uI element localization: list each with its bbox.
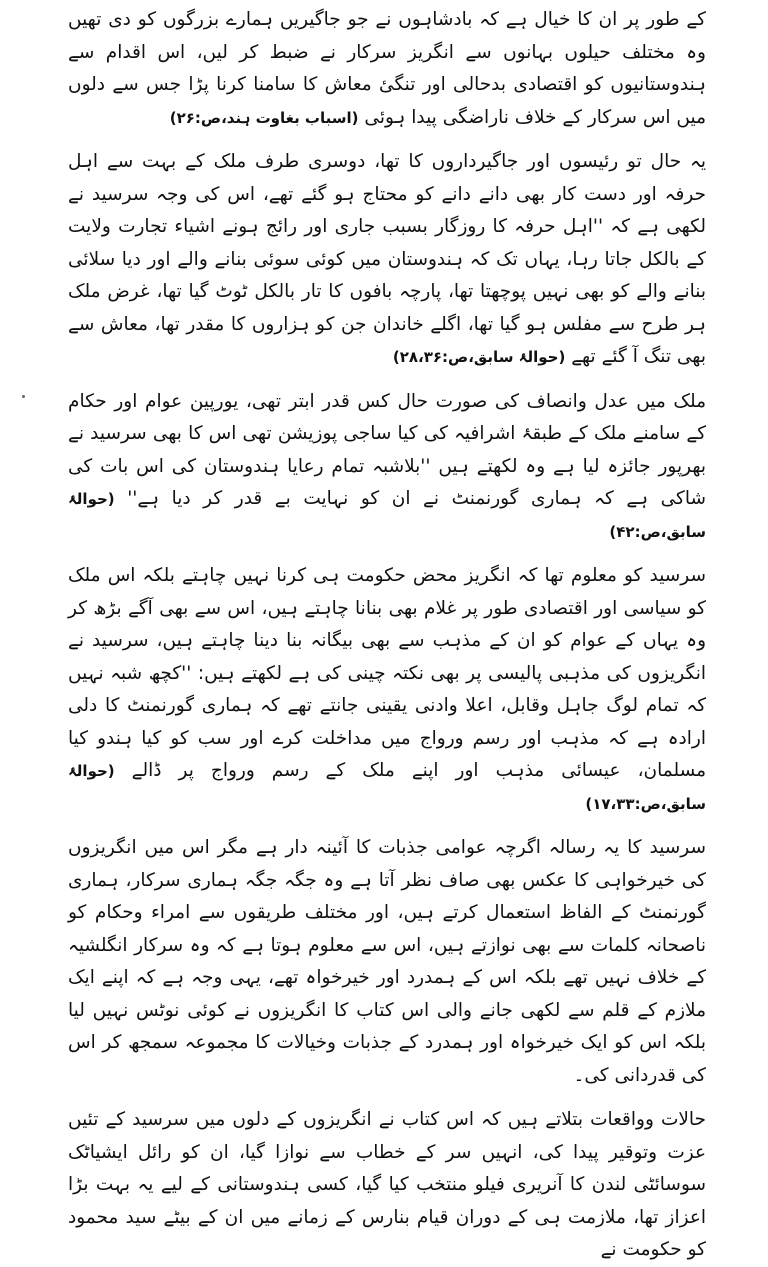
paragraph-text: کے طور پر ان کا خیال ہے کہ بادشاہوں نے جو جاگیریں ہمارے بزرگوں کو دی تھیں وہ مختلف حیلوں بہانوں سے انگریز سرکار نے ضبط کر لیں، اس اقدام سے ہندوستانیوں کو اقتصادی بدحالی اور تنگیٔ معاش کا سامنا کرنا پڑا جس سے دلوں میں اس سرکار کے خلاف ناراضگی پیدا ہوئی: [68, 9, 706, 128]
paragraph-3: [68, 386, 706, 549]
citation: (حوالۂ سابق،ص:۱۷،۳۳): [68, 762, 706, 813]
citation: (حوالۂ سابق،ص:۲۸،۳۶): [392, 348, 566, 366]
paragraph-text: ملک میں عدل وانصاف کی صورت حال کس قدر ابتر تھی، یورپین عوام اور حکام کے سامنے ملک کے طبقۂ اشرافیہ کی کیا ساجی پوزیشن تھی اس کا بھی سرسید نے بھرپور جائزہ لیا ہے وہ لکھتے ہیں ''بلاشبہ تمام رعایا ہندوستان کی اس بات کی شاکی ہے کہ ہماری گورنمنٹ نے ان کو نہایت بے قدر کر دیا ہے'': [68, 390, 706, 509]
citation: (اسباب بغاوت ہند،ص:۲۶): [169, 108, 359, 127]
paragraph-text: حالات وواقعات بتلاتے ہیں کہ اس کتاب نے انگریزوں کے دلوں میں سرسید کے تئیں عزت وتوقیر پیدا کی، انہیں سر کے خطاب سے نوازا گیا، ان کو رائل ایشیاٹک سوسائٹی لندن کا آنریری فیلو منتخب کیا گیا، کسی ہندوستانی کے لیے یہ بہت بڑا اعزاز تھا، ملازمت ہی کے دوران قیام بنارس کے زمانے میں ان کے بیٹے سید محمود کو حکومت نے: [68, 1109, 706, 1260]
paragraph-4: [68, 560, 706, 820]
margin-mark: [22, 395, 25, 398]
citation: (حوالۂ سابق،ص:۴۲): [68, 490, 706, 541]
paragraph-6: [68, 1104, 706, 1267]
paragraph-2: [68, 146, 706, 374]
paragraph-text: یہ حال تو رئیسوں اور جاگیرداروں کا تھا، دوسری طرف ملک کے بہت سے اہل حرفہ اور دست کار بھی دانے دانے کو محتاج ہو گئے تھے، اس کی وجہ سرسید نے لکھی ہے کہ ''اہل حرفہ کا روزگار بسبب جاری اور رائج ہونے اشیاء تجارت ولایت کے بالکل جاتا رہا، یہاں تک کہ ہندوستان میں کوئی سوئی بنانے والے اور دیا سلائی بنانے والے کو بھی نہیں پوچھتا تھا، پارچہ بافوں کا تار بالکل ٹوٹ گیا تھا، غرض ملک ہر طرح سے مفلس ہو گیا تھا، اگلے خاندان جن کو ہزاروں کا مقدر تھا، معاش سے بھی تنگ آ گئے تھے: [68, 151, 706, 367]
paragraph-text: سرسید کا یہ رسالہ اگرچہ عوامی جذبات کا آئینہ دار ہے مگر اس میں انگریزوں کی خیرخواہی کا عکس بھی صاف نظر آتا ہے وہ جگہ جگہ ہماری سرکار، ہماری گورنمنٹ کے الفاظ استعمال کرتے ہیں، اور مختلف طریقوں سے امراء وحکام کو ناصحانہ کلمات سے بھی نوازتے ہیں، اس سے معلوم ہوتا ہے کہ وہ سرکار انگلشیہ کے خلاف نہیں تھے بلکہ اس کے ہمدرد اور خیرخواہ تھے، یہی وجہ ہے کہ اپنے ایک ملازم کے قلم سے لکھی جانے والی اس کتاب کا انگریزوں نے کوئی نوٹس نہیں لیا بلکہ اس کو ایک خیرخواہ اور ہمدرد کے جذبات وخیالات کا مجموعہ سمجھ کر اس کی قدردانی کی۔: [68, 837, 706, 1086]
paragraph-5: [68, 832, 706, 1092]
paragraph-text: سرسید کو معلوم تھا کہ انگریز محض حکومت ہی کرنا نہیں چاہتے بلکہ اس ملک کو سیاسی اور اقتصادی طور پر غلام بھی بنانا چاہتے ہیں، اس سے بھی آگے بڑھ کر وہ یہاں کے عوام کو ان کے مذہب سے بھی بیگانہ بنا دینا چاہتے ہیں، سرسید نے انگریزوں کی مذہبی پالیسی پر بھی نکتہ چینی کی ہے لکھتے ہیں: ''کچھ شبہ نہیں کہ تمام لوگ جاہل وقابل، اعلا وادنی یقینی جانتے تھے کہ ہماری گورنمنٹ کا دلی ارادہ ہے کہ مذہب اور رسم ورواج میں مداخلت کرے اور سب کو کیا ہندو کیا مسلمان، عیسائی مذہب اور اپنے ملک کے رسم ورواج پر ڈالے: [68, 565, 706, 781]
paragraph-1: [68, 4, 706, 134]
